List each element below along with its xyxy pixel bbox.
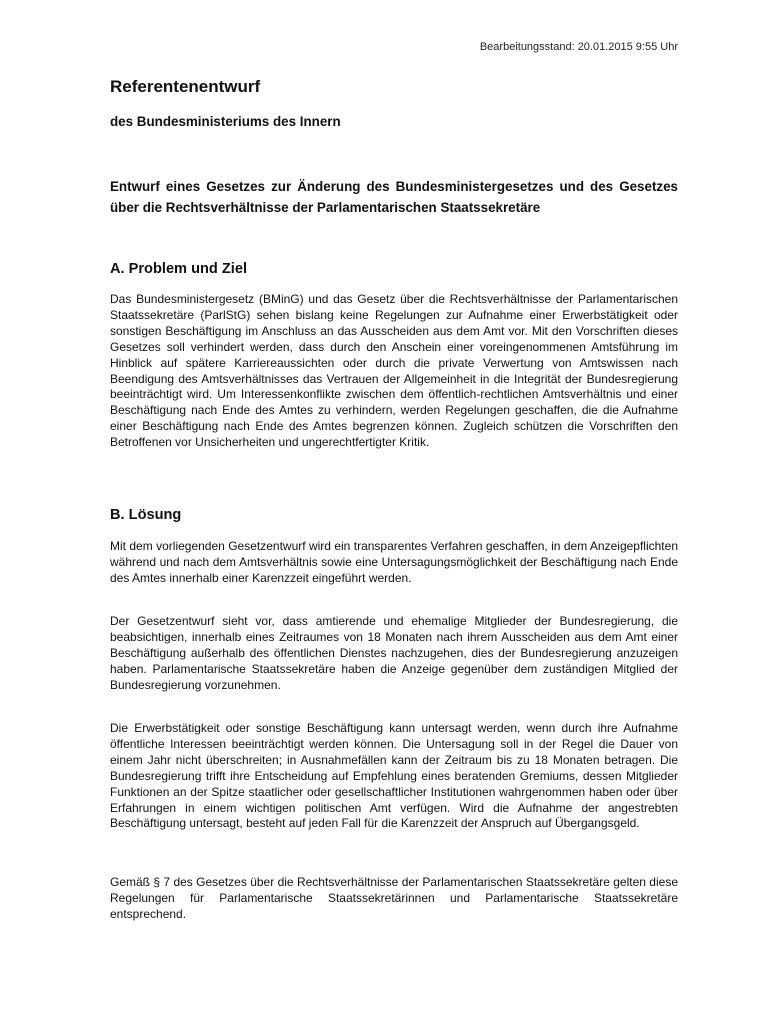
paragraph-b3: Die Erwerbstätigkeit oder sonstige Beschäftigung kann untersagt werden, wenn durch ihre Aufnahme öffentliche Interessen beeinträchtigt werden können. Die Untersagung soll in der Regel die Dauer von einem Jahr nicht überschreiten; in Ausnahmefällen kann der Zeitraum bis zu 18 Monaten betragen. Die Bundesregierung trifft ihre Entscheidung auf Empfehlung eines beratenden Gremiums, dessen Mitglieder Funktionen an der Spitze staatlicher oder gesellschaftlicher Institutionen wahrgenommen haben oder über Erfahrungen in einem wichtigen politischen Amt verfügen. Wird die Aufnahme der angestrebten Beschäftigung untersagt, besteht auf jeden Fall für die Karenzzeit der Anspruch auf Übergangsgeld. [110,721,678,831]
paragraph-a1: Das Bundesministergesetz (BMinG) und das Gesetz über die Rechtsverhältnisse der Parlamentarischen Staatssekretäre (ParlStG) sehen bislang keine Regelungen zur Aufnahme einer Erwerbstätigkeit oder sonstigen Beschäftigung im Anschluss an das Ausscheiden aus dem Amt vor. Mit den Vorschriften dieses Gesetzes soll verhindert werden, dass durch den Anschein einer voreingenommenen Amtsführung im Hinblick auf spätere Karriereaussichten oder durch die private Verwertung von Amtswissen nach Beendigung des Amtsverhältnisses das Vertrauen der Allgemeinheit in die Integrität der Bundesregierung beeinträchtigt wird. Um Interessenkonflikte zwischen dem öffentlich-rechtlichen Amtsverhältnis und einer Beschäftigung nach Ende des Amtes zu verhindern, werden Regelungen geschaffen, die die Aufnahme einer Beschäftigung nach Ende des Amtes begrenzen können. Zugleich schützen die Vorschriften den Betroffenen vor Unsicherheiten und ungerechtfertigter Kritik. [110,292,678,450]
paragraph-b4: Gemäß § 7 des Gesetzes über die Rechtsverhältnisse der Parlamentarischen Staatssekretäre gelten diese Regelungen für Parlamentarische Staatssekretärinnen und Parlamentarische Staatssekretäre entsprechend. [110,875,678,921]
paragraph-b1: Mit dem vorliegenden Gesetzentwurf wird ein transparentes Verfahren geschaffen, in dem Anzeigepflichten während und nach dem Amtsverhältnis sowie eine Untersagungsmöglichkeit der Beschäftigung nach Ende des Amtes innerhalb einer Karenzzeit eingeführt werden. [110,539,678,585]
law-title: Entwurf eines Gesetzes zur Änderung des Bundesministergesetzes und des Gesetzes über die Rechtsverhältnisse der Parlamentarischen Staatssekretäre [110,179,678,215]
edit-status: Bearbeitungsstand: 20.01.2015 9:55 Uhr [479,41,678,53]
paragraph-b2: Der Gesetzentwurf sieht vor, dass amtierende und ehemalige Mitglieder der Bundesregierung, die beabsichtigen, innerhalb eines Zeitraumes von 18 Monaten nach ihrem Ausscheiden aus dem Amt einer Beschäftigung außerhalb des öffentlichen Dienstes nachzugehen, dies der Bundesregierung anzuzeigen haben. Parlamentarische Staatssekretäre haben die Anzeige gegenüber dem zuständigen Mitglied der Bundesregierung vorzunehmen. [110,614,678,692]
section-heading-b: B. Lösung [110,507,182,523]
section-heading-a: A. Problem und Ziel [110,261,248,277]
document-type: Referentenentwurf [110,77,261,96]
ministry-line: des Bundesministeriums des Innern [110,114,341,129]
